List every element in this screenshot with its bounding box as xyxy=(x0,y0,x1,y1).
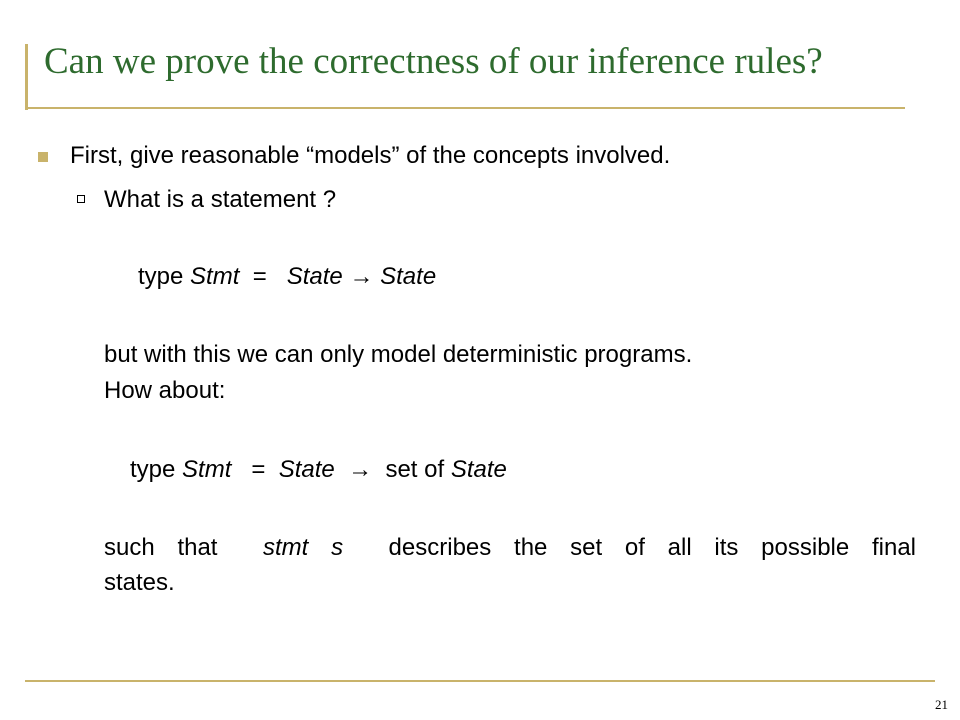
paragraph-deterministic-line1: but with this we can only model deterministic programs. xyxy=(104,341,693,368)
bullet-square-icon xyxy=(38,152,48,162)
paragraph-final-states-line2: states. xyxy=(104,569,175,596)
slide-title: Can we prove the correctness of our inference rules? xyxy=(44,41,823,82)
type-definition-deterministic: type Stmt = State → State xyxy=(138,263,437,290)
footer-rule xyxy=(25,680,935,682)
page-number: 21 xyxy=(935,697,948,712)
hollow-square-bullet-icon xyxy=(77,195,85,203)
title-underline xyxy=(25,107,905,109)
paragraph-deterministic-line2: How about: xyxy=(104,377,226,404)
paragraph-final-states-line1: such that stmt s describes the set of all its possible final xyxy=(104,534,917,561)
sub-bullet-statement: What is a statement ? xyxy=(104,186,337,213)
type-definition-nondeterministic: type Stmt = State → set of State xyxy=(130,456,507,483)
title-accent-bar xyxy=(25,44,28,110)
bullet-first-models: First, give reasonable “models” of the concepts involved. xyxy=(70,142,671,169)
